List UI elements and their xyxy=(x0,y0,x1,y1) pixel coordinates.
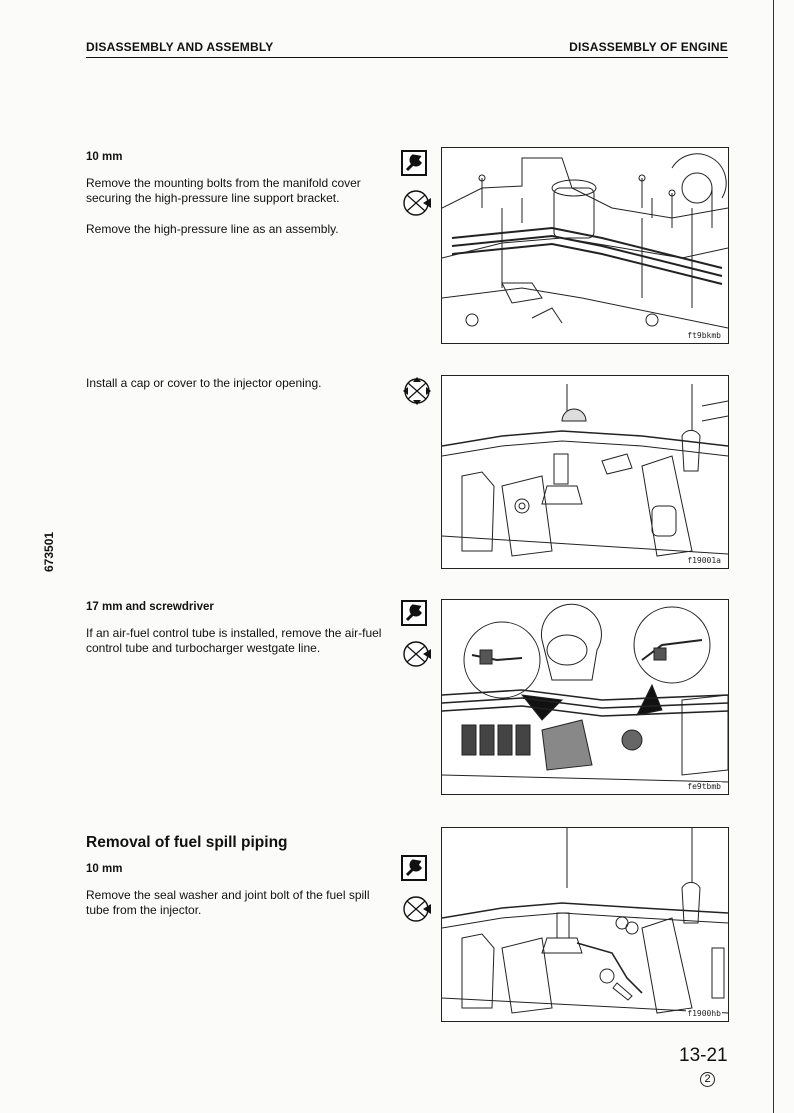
side-code: 673501 xyxy=(42,531,56,572)
remove-symbol-icon xyxy=(401,187,433,219)
step-4-tool: 10 mm xyxy=(86,863,123,875)
revision-badge: 2 xyxy=(700,1072,715,1087)
remove-symbol-icon xyxy=(401,638,433,670)
section-title: Removal of fuel spill piping xyxy=(86,834,288,851)
step-4-paragraph-1: Remove the seal washer and joint bolt of the fuel spill tube from the injector. xyxy=(86,887,370,917)
step-1-paragraph-2: Remove the high-pressure line as an assembly. xyxy=(86,221,339,236)
wrench-tool-icon xyxy=(401,150,427,176)
header-left: DISASSEMBLY AND ASSEMBLY xyxy=(86,40,274,54)
step-3-tool: 17 mm and screwdriver xyxy=(86,601,214,613)
step-1-paragraph-1: Remove the mounting bolts from the manifold cover securing the high-pressure line support bracket. xyxy=(86,175,361,205)
figure-2 xyxy=(441,375,729,569)
figure-1-code: ft9bkmb xyxy=(687,331,721,340)
wrench-tool-icon xyxy=(401,600,427,626)
header-right: DISASSEMBLY OF ENGINE xyxy=(569,40,728,54)
figure-4 xyxy=(441,827,729,1022)
wrench-tool-icon xyxy=(401,855,427,881)
step-2-paragraph-1: Install a cap or cover to the injector opening. xyxy=(86,376,322,390)
figure-2-code: f19001a xyxy=(687,556,721,565)
page-number: 13-21 xyxy=(679,1045,728,1066)
figure-1 xyxy=(441,147,729,344)
step-1-tool: 10 mm xyxy=(86,151,123,163)
header-rule xyxy=(86,57,728,58)
step-2-text xyxy=(86,376,396,407)
step-3-paragraph-1: If an air-fuel control tube is installed, remove the air-fuel control tube and turbocharger westgate line. xyxy=(86,625,382,655)
page-edge-line xyxy=(773,0,774,1113)
figure-4-code: f1900hb xyxy=(687,1009,721,1018)
figure-3 xyxy=(441,599,729,795)
cover-symbol-icon xyxy=(401,375,433,407)
step-4-text xyxy=(86,862,396,934)
figure-3-code: fe9tbmb xyxy=(687,782,721,791)
remove-symbol-icon xyxy=(401,893,433,925)
step-3-text xyxy=(86,600,396,672)
step-1-text xyxy=(86,150,396,252)
